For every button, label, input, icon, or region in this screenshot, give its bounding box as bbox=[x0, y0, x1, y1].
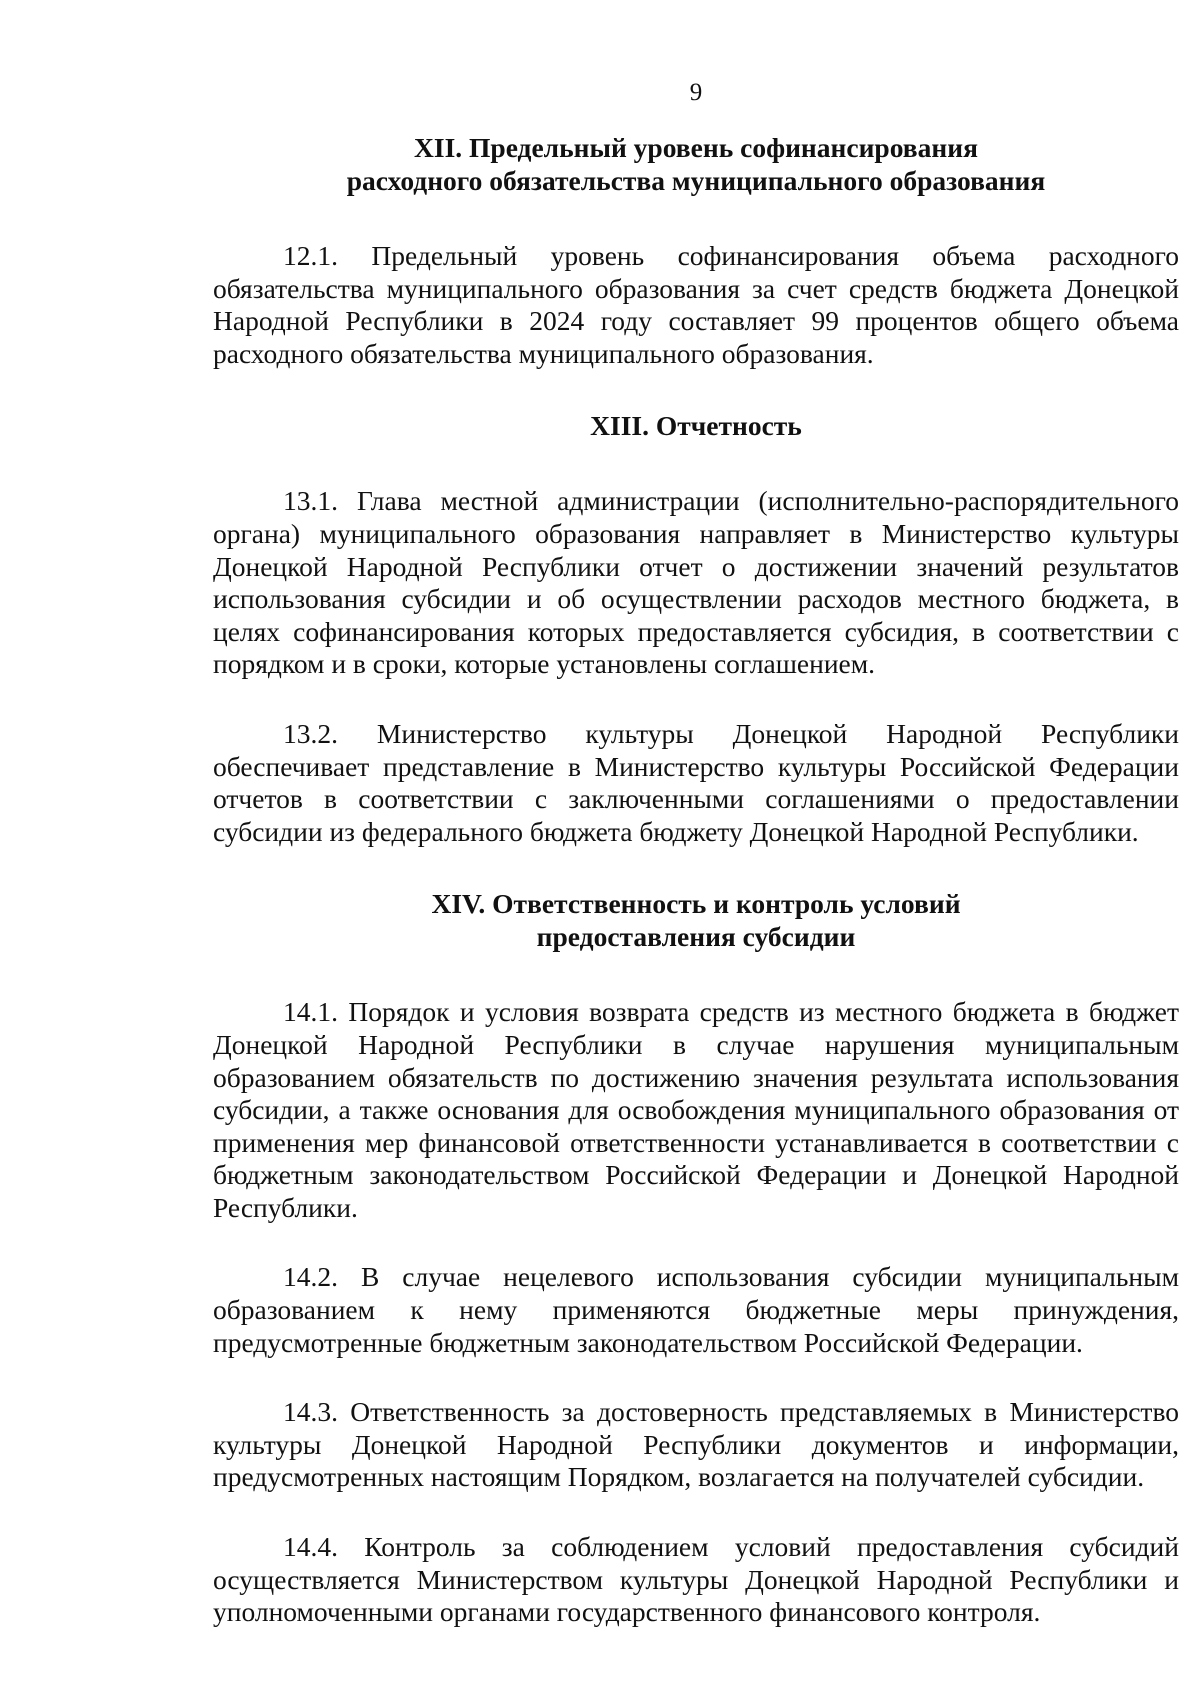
section-heading bbox=[213, 409, 1179, 442]
page-number: 9 bbox=[689, 79, 703, 106]
paragraph-13-2: 13.2. Министерство культуры Донецкой Народной Республики обеспечивает представление в Министерство культуры Российской Федерации отчетов в соответствии с заключенными соглашениями о предоставлении субсидии из федерального бюджета бюджету Донецкой Народной Республики. bbox=[213, 717, 1179, 847]
document-body bbox=[213, 131, 1179, 1629]
heading-line: XII. Предельный уровень софинансирования bbox=[414, 132, 978, 163]
paragraph-14-2: 14.2. В случае нецелевого использования субсидии муниципальным образованием к нему применяются бюджетные меры принуждения, предусмотренные бюджетным законодательством Российской Федерации. bbox=[213, 1261, 1179, 1358]
section-xiii bbox=[213, 409, 1179, 848]
paragraph-13-1: 13.1. Глава местной администрации (исполнительно-распорядительного органа) муниципального образования направляет в Министерство культуры Донецкой Народной Республики отчет о достижении значений результатов использования субсидии и об осуществлении расходов местного бюджета, в целях софинансирования которых предоставляется субсидия, в соответствии с порядком и в сроки, которые установлены соглашением. bbox=[213, 485, 1179, 680]
paragraph-14-3: 14.3. Ответственность за достоверность представляемых в Министерство культуры Донецкой Народной Республики документов и информации, предусмотренных настоящим Порядком, возлагается на получателей субсидии. bbox=[213, 1396, 1179, 1493]
heading-line: предоставления субсидии bbox=[536, 921, 856, 953]
section-xii bbox=[213, 131, 1179, 370]
section-heading bbox=[213, 887, 1179, 953]
heading-line: XIII. Отчетность bbox=[590, 410, 802, 442]
paragraph-14-4: 14.4. Контроль за соблюдением условий предоставления субсидий осуществляется Министерством культуры Донецкой Народной Республики и уполномоченными органами государственного финансового контроля. bbox=[213, 1531, 1179, 1628]
paragraph-14-1: 14.1. Порядок и условия возврата средств из местного бюджета в бюджет Донецкой Народной Республики в случае нарушения муниципальным образованием обязательств по достижению значения результата использования субсидии, а также основания для освобождения муниципального образования от применения мер финансовой ответственности устанавливается в соответствии с бюджетным законодательством Российской Федерации и Донецкой Народной Республики. bbox=[213, 996, 1179, 1223]
heading-line: расходного обязательства муниципального образования bbox=[346, 165, 1046, 196]
section-heading bbox=[213, 131, 1179, 197]
section-xiv bbox=[213, 887, 1179, 1629]
paragraph-12-1: 12.1. Предельный уровень софинансирования объема расходного обязательства муниципального образования за счет средств бюджета Донецкой Народной Республики в 2024 году составляет 99 процентов общего объема расходного обязательства муниципального образования. bbox=[213, 240, 1179, 369]
heading-line: XIV. Ответственность и контроль условий bbox=[431, 888, 961, 920]
